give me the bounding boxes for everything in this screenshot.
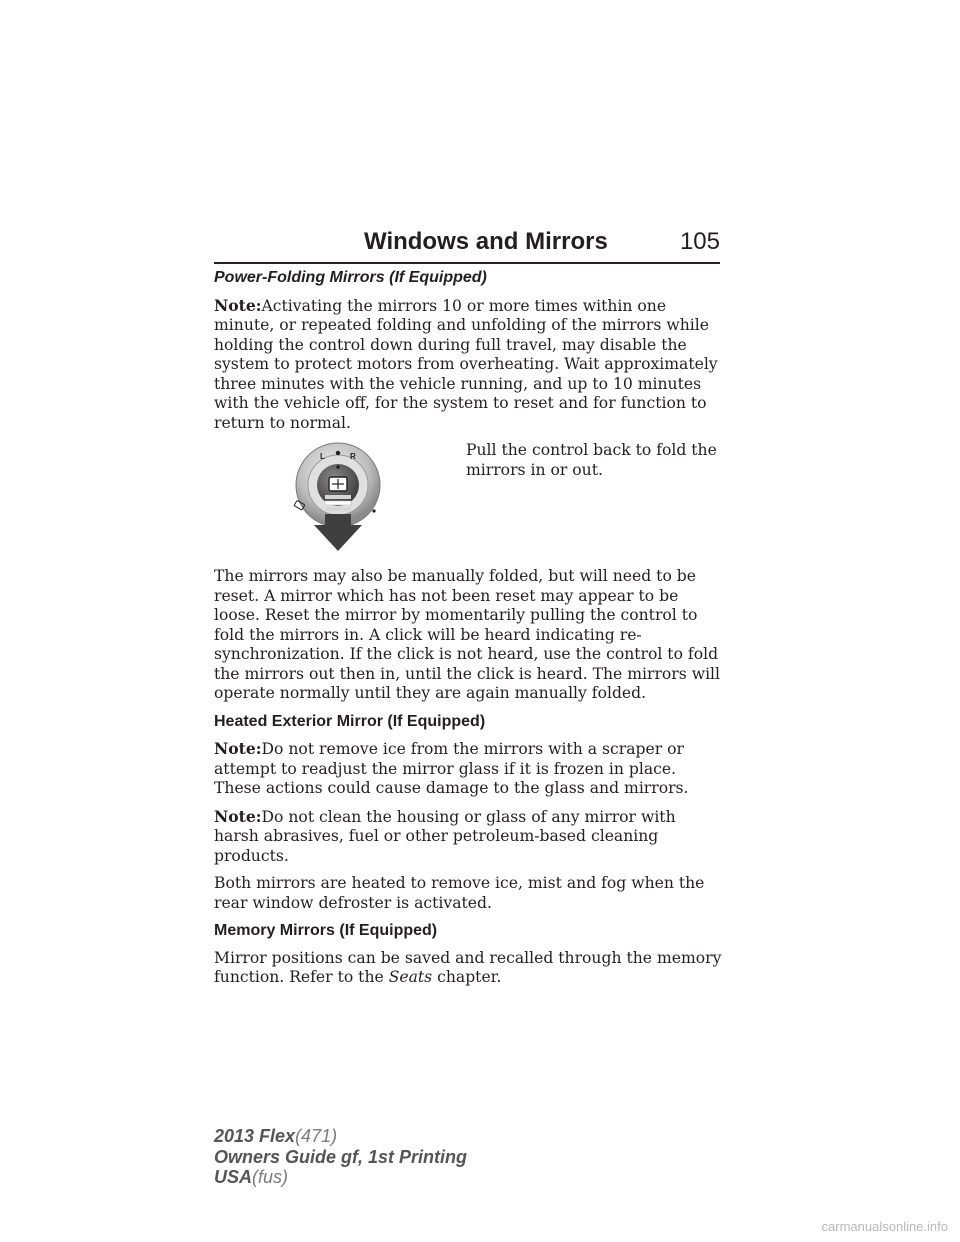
figure-caption: Pull the control back to fold the mirrors in or out.: [466, 441, 717, 479]
note-text: Do not clean the housing or glass of any mirror with harsh abrasives, fuel or other petroleum-based cleaning products.: [214, 807, 676, 865]
manual-fold-paragraph: The mirrors may also be manually folded, but will need to be reset. A mirror which has not been reset may appear to be loose. Reset the mirror by momentarily pulling the control to fold the mirrors in. A click will be heard indicating re-synchronization. If the click is not heard, use the control to fold the mirrors out then in, until the click is heard. The mirrors will operate normally until they are again manually folded.: [214, 567, 721, 702]
footer-model-line: [214, 1126, 467, 1147]
note-overheating: [214, 296, 724, 434]
chapter-title: Windows and Mirrors: [364, 228, 608, 255]
page-number: 105: [679, 228, 720, 255]
note-cleaning: [214, 807, 724, 867]
note-label: Note:: [214, 295, 262, 315]
mirror-fold-control-illustration: [292, 439, 384, 557]
section-heading-power-folding: Power-Folding Mirrors (If Equipped): [214, 269, 487, 286]
footer-market: USA: [214, 1167, 253, 1187]
page-header: [214, 226, 720, 264]
memory-text: Mirror positions can be saved and recalled through the memory function. Refer to the: [214, 948, 722, 986]
label-left: L: [320, 452, 325, 461]
footer-market-line: [214, 1167, 467, 1188]
print-footer: [214, 1126, 467, 1188]
watermark: carmanualsonline.info: [821, 1219, 948, 1234]
note-label: Note:: [214, 739, 262, 758]
note-text: Do not remove ice from the mirrors with a scraper or attempt to readjust the mirror glass if it is frozen in place. These actions could cause damage to the glass and mirrors.: [214, 740, 689, 797]
note-ice: [214, 739, 724, 799]
footer-market-code: (fus): [252, 1167, 289, 1187]
memory-text-end: chapter.: [432, 968, 502, 986]
page-content: [214, 268, 724, 996]
memory-paragraph: [214, 949, 724, 988]
footer-guide: Owners Guide gf, 1st Printing: [214, 1146, 468, 1167]
section-heading-memory: Memory Mirrors (If Equipped): [214, 922, 438, 939]
seats-chapter-reference: Seats: [388, 968, 433, 986]
heated-paragraph: Both mirrors are heated to remove ice, mist and fog when the rear window defroster is activated.: [214, 874, 705, 912]
section-heading-heated: Heated Exterior Mirror (If Equipped): [214, 712, 486, 730]
note-label: Note:: [214, 806, 262, 826]
figure-row: [214, 441, 724, 559]
note-text: Activating the mirrors 10 or more times within one minute, or repeated folding and unfolding of the mirrors while holding the control down during full travel, may disable the system to protect motors from overheating. Wait approximately three minutes with the vehicle running, and up to 10 minutes with the vehicle off, for the system to reset and for function to return to normal.: [214, 296, 718, 432]
footer-guide-line: [214, 1147, 467, 1168]
footer-model: 2013 Flex: [214, 1126, 296, 1146]
footer-model-code: (471): [295, 1126, 338, 1146]
label-right: R: [350, 452, 356, 461]
